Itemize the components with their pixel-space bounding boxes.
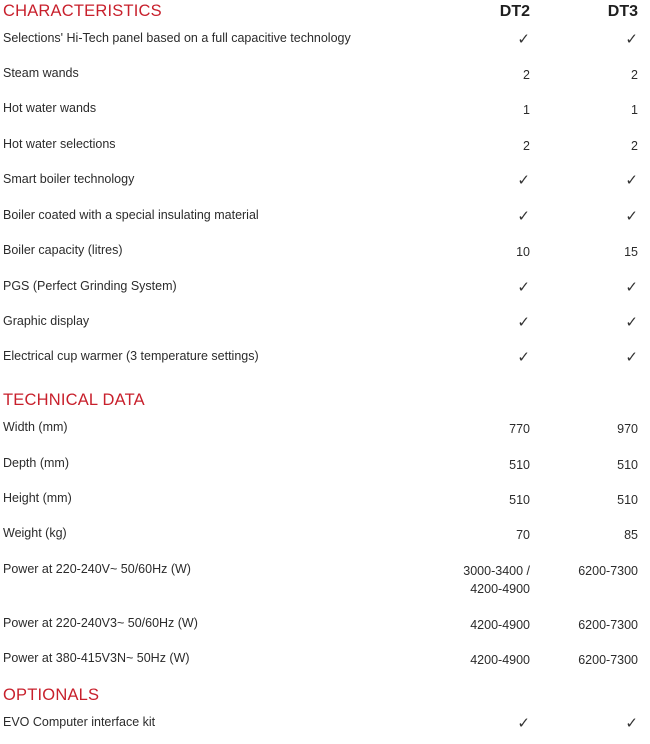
value-dt3: 6200-7300 bbox=[578, 653, 638, 667]
row-label: Weight (kg) bbox=[3, 526, 67, 540]
value-dt3: 85 bbox=[624, 528, 638, 542]
check-icon: ✓ bbox=[517, 278, 530, 296]
check-icon: ✓ bbox=[625, 30, 638, 48]
check-icon: ✓ bbox=[517, 207, 530, 225]
section-title-technical-data: TECHNICAL DATA bbox=[3, 391, 145, 409]
value-dt2: 2 bbox=[523, 139, 530, 153]
technical-data-header bbox=[0, 391, 650, 415]
column-header-dt3: DT3 bbox=[607, 3, 638, 20]
check-icon: ✓ bbox=[517, 313, 530, 331]
check-icon: ✓ bbox=[517, 348, 530, 366]
row-label: Width (mm) bbox=[3, 420, 68, 434]
row-label: Height (mm) bbox=[3, 491, 72, 505]
row-label: Depth (mm) bbox=[3, 456, 69, 470]
value-dt2: 510 bbox=[509, 493, 530, 507]
check-icon: ✓ bbox=[625, 278, 638, 296]
value-dt3: 1 bbox=[631, 103, 638, 117]
row-label: PGS (Perfect Grinding System) bbox=[3, 279, 177, 293]
value-dt2: 70 bbox=[516, 528, 530, 542]
value-dt2: 4200-4900 bbox=[470, 618, 530, 632]
row-label: Hot water selections bbox=[3, 137, 116, 151]
check-icon: ✓ bbox=[517, 30, 530, 48]
value-dt2: 3000-3400 / 4200-4900 bbox=[463, 564, 530, 596]
row-label: Selections' Hi-Tech panel based on a full capacitive technology bbox=[3, 31, 351, 45]
value-dt3: 6200-7300 bbox=[578, 564, 638, 578]
value-dt3: 510 bbox=[617, 493, 638, 507]
value-dt2: 770 bbox=[509, 422, 530, 436]
row-label: Steam wands bbox=[3, 66, 79, 80]
check-icon: ✓ bbox=[625, 171, 638, 189]
check-icon: ✓ bbox=[625, 714, 638, 732]
check-icon: ✓ bbox=[517, 714, 530, 732]
check-icon: ✓ bbox=[625, 348, 638, 366]
row-label: Power at 220-240V~ 50/60Hz (W) bbox=[3, 562, 191, 576]
row-label: Power at 220-240V3~ 50/60Hz (W) bbox=[3, 616, 198, 630]
characteristics-header bbox=[0, 2, 650, 26]
value-dt2: 510 bbox=[509, 458, 530, 472]
row-label: EVO Computer interface kit bbox=[3, 715, 156, 729]
row-label: Smart boiler technology bbox=[3, 172, 135, 186]
value-dt2: 1 bbox=[523, 103, 530, 117]
optionals-header bbox=[0, 686, 650, 710]
row-label: Electrical cup warmer (3 temperature settings) bbox=[3, 349, 259, 363]
column-header-dt2: DT2 bbox=[499, 3, 530, 20]
row-label: Hot water wands bbox=[3, 101, 97, 115]
value-dt3: 6200-7300 bbox=[578, 618, 638, 632]
value-dt3: 510 bbox=[617, 458, 638, 472]
value-dt3: 970 bbox=[617, 422, 638, 436]
row-label: Boiler coated with a special insulating material bbox=[3, 208, 259, 222]
value-dt3: 15 bbox=[624, 245, 638, 259]
section-title-characteristics: CHARACTERISTICS bbox=[3, 2, 162, 20]
row-label: Power at 380-415V3N~ 50Hz (W) bbox=[3, 651, 190, 665]
row-label: Graphic display bbox=[3, 314, 90, 328]
value-dt2: 10 bbox=[516, 245, 530, 259]
value-dt2: 2 bbox=[523, 68, 530, 82]
row-label: Boiler capacity (litres) bbox=[3, 243, 123, 257]
section-title-optionals: OPTIONALS bbox=[3, 686, 100, 704]
check-icon: ✓ bbox=[517, 171, 530, 189]
check-icon: ✓ bbox=[625, 207, 638, 225]
value-dt3: 2 bbox=[631, 68, 638, 82]
check-icon: ✓ bbox=[625, 313, 638, 331]
value-dt2: 4200-4900 bbox=[470, 653, 530, 667]
value-dt3: 2 bbox=[631, 139, 638, 153]
